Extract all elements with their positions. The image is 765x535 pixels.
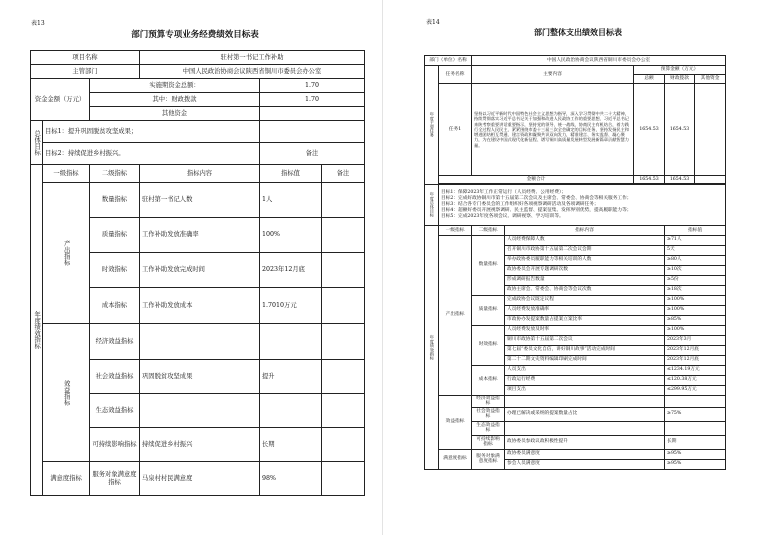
content-cell bbox=[140, 324, 260, 360]
value-cell: ≥80人 bbox=[665, 255, 726, 265]
value-cell: 98% bbox=[260, 462, 322, 496]
level2-cell: 可持续影响指标 bbox=[90, 428, 140, 462]
fund-fiscal: 1.70 bbox=[260, 93, 365, 107]
content-cell: 人员经费发放准确率 bbox=[505, 305, 665, 315]
eco-indicator-label: 生态效益指标 bbox=[472, 421, 505, 435]
task-1-total: 1654.53 bbox=[634, 84, 665, 176]
value-cell: ≥100% bbox=[665, 305, 726, 315]
goal-line: 目标5：完成2023年度各项会议、调研视察、学习培训等。 bbox=[441, 214, 564, 220]
level2-cell: 社会效益指标 bbox=[90, 360, 140, 394]
content-cell: 举办政协委员履职能力等相关培训的人数 bbox=[505, 255, 665, 265]
content-cell: 形成调研报告数量 bbox=[505, 275, 665, 285]
content-cell: 持续促进乡村振兴 bbox=[140, 428, 260, 462]
col-head-level2: 二级指标 bbox=[90, 165, 140, 183]
overall-goals bbox=[439, 185, 726, 226]
total-label: 总额 bbox=[634, 75, 665, 84]
social-indicator-label: 社会效益指标 bbox=[472, 407, 505, 421]
remark-cell bbox=[322, 218, 365, 253]
remark-cell bbox=[322, 324, 365, 360]
value-cell: ≥5份 bbox=[665, 275, 726, 285]
remark-cell bbox=[322, 428, 365, 462]
annual-indicator-label: 年度绩效指标 bbox=[31, 165, 43, 496]
value-cell: 100% bbox=[260, 218, 322, 253]
content-cell: 工作补助发放完成时间 bbox=[140, 253, 260, 288]
col-head-level1: 一级指标 bbox=[439, 226, 472, 236]
benefit-indicator-label: 效益指标 bbox=[43, 324, 90, 462]
value-cell bbox=[665, 395, 726, 407]
level2-cell: 经济效益指标 bbox=[90, 324, 140, 360]
task-1-fiscal: 1654.53 bbox=[665, 84, 695, 176]
content-cell: 项目支出 bbox=[505, 385, 665, 395]
satisfaction-indicator-label: 满意度指标 bbox=[43, 462, 90, 496]
level2-cell: 时效指标 bbox=[90, 253, 140, 288]
annual-indicator-label: 年度绩效指标 bbox=[425, 226, 439, 470]
remark-cell bbox=[322, 288, 365, 324]
table-row bbox=[425, 395, 726, 407]
unit-name: 中国人民政治协商会议陕西省铜川市委员会办公室 bbox=[472, 56, 726, 66]
content-cell: 第二十二期文史资料编辑印刷完成时间 bbox=[505, 355, 665, 365]
page-title: 部门预算专项业务经费绩效目标表 bbox=[131, 30, 259, 40]
col-head-content: 指标内容 bbox=[140, 165, 260, 183]
col-head-level1: 一级指标 bbox=[43, 165, 90, 183]
value-cell: 2023年3月 bbox=[665, 335, 726, 345]
amount-fiscal: 1654.53 bbox=[665, 176, 695, 184]
value-cell: 提升 bbox=[260, 360, 322, 394]
col-head-value: 指标值 bbox=[260, 165, 322, 183]
value-cell bbox=[260, 394, 322, 428]
table-row bbox=[31, 462, 365, 496]
col-head-content: 指标内容 bbox=[505, 226, 665, 236]
budget-label: 预算金额（万元） bbox=[634, 66, 726, 75]
remark-cell bbox=[322, 394, 365, 428]
goal-line: 目标3：结合各专门委员会的工作组织好各项视察调研活动及各项调研任务； bbox=[441, 201, 599, 207]
page-title: 部门整体支出绩效目标表 bbox=[534, 27, 622, 37]
content-cell: 人员经费保障人数 bbox=[505, 235, 665, 245]
goal-2: 目标2：持续促进乡村振兴。 bbox=[43, 143, 260, 165]
content-cell: 工作补助发放准确率 bbox=[140, 218, 260, 253]
value-cell: 2023年12月底 bbox=[665, 355, 726, 365]
task-name-label: 任务名称 bbox=[439, 66, 472, 84]
content-cell: 人员支出 bbox=[505, 365, 665, 375]
table-row bbox=[425, 235, 726, 245]
col-head-value: 指标值 bbox=[665, 226, 726, 236]
content-cell bbox=[505, 421, 665, 435]
task-main-label: 主要内容 bbox=[472, 66, 634, 84]
content-cell: 第七届“委员文化自信，讲好铜川故事”活动完成时间 bbox=[505, 345, 665, 355]
right-page bbox=[383, 0, 765, 535]
fund-label: 资金金额（万元） bbox=[31, 79, 90, 121]
goal-line: 目标4：超额好委员开展视察调研、民主监督、提案征集、发挥界别优势，提高履职能力等； bbox=[441, 208, 632, 214]
sustain-indicator-label: 可持续影响指标 bbox=[472, 435, 505, 449]
goal-line: 目标2：完成好政协铜川市第十五届第二次会议及主席会、常委会、协商会等相关服务工作； bbox=[441, 195, 632, 201]
overall-goal-label: 总体目标 bbox=[31, 121, 43, 165]
time-indicator-label: 时效指标 bbox=[472, 325, 505, 365]
remark-cell bbox=[322, 462, 365, 496]
output-indicator-label: 产出指标 bbox=[439, 235, 472, 395]
level2-cell: 服务对象满意度指标 bbox=[90, 462, 140, 496]
dept-name: 中国人民政治协商会议陕西省铜川市委员会办公室 bbox=[140, 65, 365, 79]
content-cell: 办理已解决或采纳的提案数量占比 bbox=[505, 407, 665, 421]
content-cell: 政协委员参政议政积极性提升 bbox=[505, 435, 665, 449]
amount-other bbox=[695, 176, 726, 184]
value-cell: 1.7010万元 bbox=[260, 288, 322, 324]
goal-1: 目标1：提升巩固脱贫攻坚成果； bbox=[43, 121, 260, 143]
table-number: 表13 bbox=[31, 20, 45, 27]
content-cell: 行政运行经费 bbox=[505, 375, 665, 385]
content-cell: 召开铜川市政协第十五届第二次会议会期 bbox=[505, 245, 665, 255]
value-cell: ≤1234.19万元 bbox=[665, 365, 726, 375]
fund-total-label: 实施期资金总额： bbox=[90, 79, 260, 93]
task-1-content: 坚持以习近平新时代中国特色社会主义思想为指导，深入学习贯彻中共二十大精神，持续贯彻落实习近平总书记关于加强和改进人民政协工作的重要思想、习近平总书记来陕考察重要讲话重要指示，坚持党的领导、统一战线、协商民主有机结合，着力践行全过程人民民主，紧紧围绕市委十三届三次全会确定的目标任务，坚持发扬民主和增进团结相互贯通、建言资政和凝聚共识双向发力，精准建言、务实监督、凝心聚力，为在建设中国式现代化新征程、谱写铜川高质量发展转型发展新篇章贡献智慧力量。 bbox=[472, 84, 634, 176]
performance-table bbox=[30, 50, 365, 496]
fund-total: 1.70 bbox=[260, 79, 365, 93]
cost-indicator-label: 成本指标 bbox=[472, 365, 505, 395]
value-cell: ≤299.95万元 bbox=[665, 385, 726, 395]
fund-fiscal-label: 其中：财政拨款 bbox=[90, 93, 260, 107]
amount-total: 1654.53 bbox=[634, 176, 665, 184]
content-cell: 巩固脱贫攻坚成果 bbox=[140, 360, 260, 394]
content-cell: 政协委员会开展专题调研次数 bbox=[505, 265, 665, 275]
value-cell: ≤120.38万元 bbox=[665, 375, 726, 385]
content-cell: 工作补助发放成本 bbox=[140, 288, 260, 324]
value-cell: 2023年12月底 bbox=[260, 253, 322, 288]
value-cell: ≥95% bbox=[665, 449, 726, 459]
econ-indicator-label: 经济效益指标 bbox=[472, 395, 505, 407]
content-cell: 参会人员满意度 bbox=[505, 459, 665, 469]
value-cell: ≥18次 bbox=[665, 285, 726, 295]
value-cell: ≥100% bbox=[665, 295, 726, 305]
table-row bbox=[31, 324, 365, 360]
value-cell: 5天 bbox=[665, 245, 726, 255]
project-name-label: 项目名称 bbox=[31, 51, 140, 65]
qty-indicator-label: 数量指标 bbox=[472, 235, 505, 295]
content-cell: 市政协办发提案数量占提案立案比率 bbox=[505, 315, 665, 325]
project-name: 驻村第一书记工作补助 bbox=[140, 51, 365, 65]
content-cell: 政协主席会、常委会、协商会等会议次数 bbox=[505, 285, 665, 295]
other-label: 其他资金 bbox=[695, 75, 726, 84]
value-cell: 1人 bbox=[260, 183, 322, 218]
level2-cell: 质量指标 bbox=[90, 218, 140, 253]
content-cell: 铜川市政协第十五届第二次会议 bbox=[505, 335, 665, 345]
value-cell: 长期 bbox=[665, 435, 726, 449]
fiscal-label: 财政拨款 bbox=[665, 75, 695, 84]
value-cell: ≥10次 bbox=[665, 265, 726, 275]
table-row bbox=[425, 449, 726, 459]
satisfaction-indicator-label: 满意度指标 bbox=[439, 449, 472, 469]
service-indicator-label: 服务对象满意度指标 bbox=[472, 449, 505, 469]
remarks-label: 备注 bbox=[260, 143, 365, 165]
value-cell: 2023年12月底 bbox=[665, 345, 726, 355]
task-1-name: 任务1 bbox=[439, 84, 472, 176]
table-row bbox=[31, 183, 365, 218]
task-1-other bbox=[695, 84, 726, 176]
level2-cell: 成本指标 bbox=[90, 288, 140, 324]
value-cell: ≥100% bbox=[665, 325, 726, 335]
value-cell: ≥75% bbox=[665, 407, 726, 421]
remark-cell bbox=[322, 360, 365, 394]
benefit-indicator-label: 效益指标 bbox=[439, 395, 472, 449]
value-cell bbox=[260, 324, 322, 360]
remarks-cell bbox=[260, 121, 365, 143]
remark-cell bbox=[322, 253, 365, 288]
amount-total-label: 金额合计 bbox=[439, 176, 634, 184]
goal-line: 目标1：保障2023年工作正常运行（人员经费、公用经费）； bbox=[441, 189, 567, 195]
dept-label: 主管部门 bbox=[31, 65, 140, 79]
fund-other-value bbox=[260, 107, 365, 121]
value-cell bbox=[665, 421, 726, 435]
value-cell: ≥85% bbox=[665, 315, 726, 325]
fund-other-label: 其他资金 bbox=[90, 107, 260, 121]
overall-performance-table bbox=[424, 55, 726, 470]
content-cell bbox=[505, 395, 665, 407]
output-indicator-label: 产出指标 bbox=[43, 183, 90, 324]
level2-cell: 生态效益指标 bbox=[90, 394, 140, 428]
value-cell: ≥71人 bbox=[665, 235, 726, 245]
table-number: 表14 bbox=[426, 19, 440, 26]
content-cell: 完成政协会议既定议程 bbox=[505, 295, 665, 305]
content-cell bbox=[140, 394, 260, 428]
unit-label: 部门（单位）名称 bbox=[425, 56, 472, 66]
remark-cell bbox=[322, 183, 365, 218]
quality-indicator-label: 质量指标 bbox=[472, 295, 505, 325]
level2-cell: 数量指标 bbox=[90, 183, 140, 218]
content-cell: 驻村第一书记人数 bbox=[140, 183, 260, 218]
col-head-level2: 二级指标 bbox=[472, 226, 505, 236]
value-cell: 长期 bbox=[260, 428, 322, 462]
overall-goal-label: 年度总体目标 bbox=[425, 185, 439, 226]
content-cell: 人员经费发放及时率 bbox=[505, 325, 665, 335]
content-cell: 马泉村村民满意度 bbox=[140, 462, 260, 496]
value-cell: ≥95% bbox=[665, 459, 726, 469]
content-cell: 政协委员满意度 bbox=[505, 449, 665, 459]
col-head-remark: 备注 bbox=[322, 165, 365, 183]
annual-task-label: 年度主要任务 bbox=[425, 66, 439, 185]
